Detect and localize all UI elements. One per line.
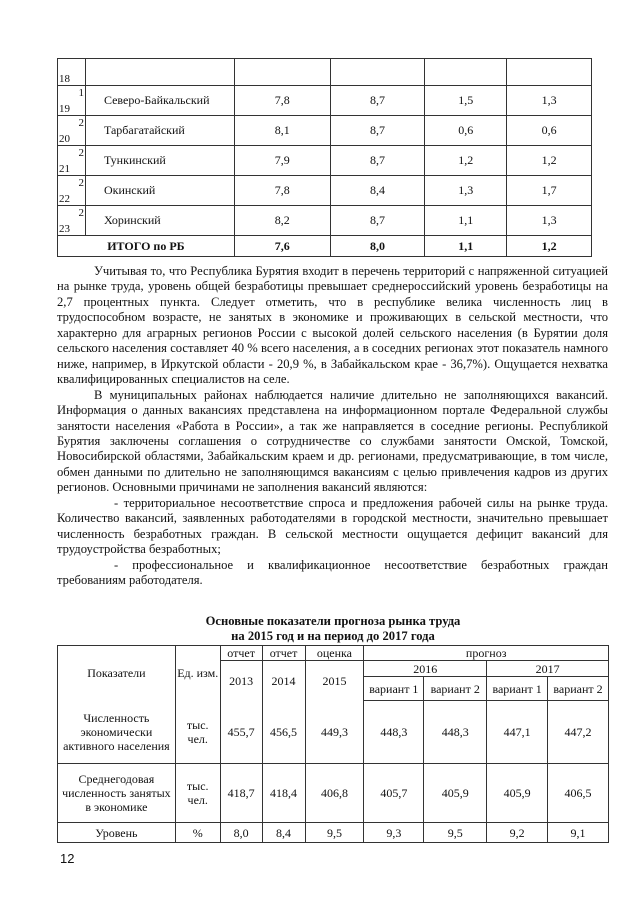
row-number-fragment: 2 [78, 147, 84, 159]
value-cell: 8,7 [330, 146, 425, 176]
header-year: 2013 [220, 661, 262, 701]
value-cell: 8,2 [234, 206, 330, 236]
district-name: Окинский [85, 176, 234, 206]
total-value: 1,2 [507, 236, 592, 257]
value-cell: 9,5 [424, 823, 487, 843]
row-number-fragment: 1 [78, 87, 84, 99]
header-estimate: оценка [305, 646, 364, 661]
unit-cell: тыс. чел. [175, 764, 220, 823]
value-cell: 447,1 [487, 701, 548, 764]
header-variant: вариант 2 [424, 677, 487, 701]
header-forecast: прогноз [364, 646, 609, 661]
header-year: 2016 [364, 661, 487, 677]
header-report: отчет [220, 646, 262, 661]
value-cell: 406,8 [305, 764, 364, 823]
total-row [58, 236, 592, 257]
value-cell: 1,1 [425, 206, 507, 236]
total-value: 7,6 [234, 236, 330, 257]
row-number-text: 19 [59, 103, 70, 115]
value-cell: 456,5 [262, 701, 305, 764]
value-cell: 8,0 [220, 823, 262, 843]
row-number-fragment: 2 [78, 207, 84, 219]
paragraph: Учитывая то, что Республика Бурятия входит в перечень территорий с напряженной ситуацией на рынке труда, уровень общей безработицы превышает среднероссийский уровень безработицы на 2,7 процентных пункта. Следует отметить, что в республике велика численность лиц в трудоспособном возрасте, не занятых в экономике и проживающих в сельской местности, что характерно для аграрных регионов России с высокой долей сельского населения (в Бурятии доля сельского населения составляет 40 % всего населения, а в соседних регионах этот показатель намного ниже, например, в Иркутской области - 20,9 %, в Забайкальском крае - 36,7%). Ощущается нехватка квалифицированных специалистов на селе. [57, 264, 608, 387]
header-indicators: Показатели [58, 646, 176, 701]
table-row [58, 116, 592, 146]
value-cell: 1,7 [507, 176, 592, 206]
table-row [58, 701, 609, 764]
table-row [58, 86, 592, 116]
header-variant: вариант 1 [487, 677, 548, 701]
value-cell: 8,7 [330, 116, 425, 146]
value-cell: 1,3 [507, 206, 592, 236]
row-number-text: 20 [59, 133, 70, 145]
row-number-fragment: 2 [78, 177, 84, 189]
value-cell: 1,3 [507, 86, 592, 116]
value-cell: 8,4 [262, 823, 305, 843]
value-cell: 9,1 [548, 823, 609, 843]
value-cell: 9,3 [364, 823, 424, 843]
header-variant: вариант 2 [548, 677, 609, 701]
value-cell: 1,5 [425, 86, 507, 116]
districts-unemployment-table [57, 58, 592, 257]
table-title [57, 614, 609, 644]
row-number: 18 [58, 59, 86, 86]
total-value: 8,0 [330, 236, 425, 257]
district-name: Хоринский [85, 206, 234, 236]
header-year: 2017 [487, 661, 609, 677]
labor-market-forecast-table [57, 645, 609, 843]
district-name: Северо-Байкальский [85, 86, 234, 116]
total-value: 1,1 [425, 236, 507, 257]
value-cell: 418,4 [262, 764, 305, 823]
indicator-name: Среднегодовая численность занятых в экономике [58, 764, 176, 823]
value-cell: 449,3 [305, 701, 364, 764]
value-cell: 9,5 [305, 823, 364, 843]
indicator-name: Численность экономически активного населения [58, 701, 176, 764]
value-cell: 0,6 [425, 116, 507, 146]
value-cell: 405,9 [487, 764, 548, 823]
value-cell: 7,8 [234, 176, 330, 206]
value-cell: 455,7 [220, 701, 262, 764]
table-row [58, 764, 609, 823]
indicator-name: Уровень [58, 823, 176, 843]
value-cell: 447,2 [548, 701, 609, 764]
table-row [58, 146, 592, 176]
district-name: Тарбагатайский [85, 116, 234, 146]
value-cell: 448,3 [364, 701, 424, 764]
table-row [58, 59, 592, 86]
table-title-line: на 2015 год и на период до 2017 года [231, 629, 435, 643]
header-year: 2015 [305, 661, 364, 701]
body-text [57, 264, 608, 589]
value-cell: 8,7 [330, 86, 425, 116]
row-number [58, 86, 86, 116]
table-row [58, 823, 609, 843]
value-cell: 448,3 [424, 701, 487, 764]
value-cell: 0,6 [507, 116, 592, 146]
value-cell: 8,7 [330, 206, 425, 236]
row-number-text: 22 [59, 193, 70, 205]
row-number [58, 206, 86, 236]
value-cell: 8,1 [234, 116, 330, 146]
district-name: Тункинский [85, 146, 234, 176]
row-number [58, 116, 86, 146]
row-number-fragment: 2 [78, 117, 84, 129]
table-row [58, 176, 592, 206]
total-label: ИТОГО по РБ [58, 236, 235, 257]
header-report: отчет [262, 646, 305, 661]
value-cell: 8,4 [330, 176, 425, 206]
bullet-paragraph: - территориальное несоответствие спроса и предложения рабочей силы на рынке труда. Количество вакансий, заявленных работодателями в городской местности, значительно превышает численность безработных граждан. В сельской местности ощущается дефицит вакансий для трудоустройства безработных; [57, 495, 608, 557]
header-unit: Ед. изм. [175, 646, 220, 701]
row-number [58, 146, 86, 176]
paragraph: В муниципальных районах наблюдается наличие длительно не заполняющихся вакансий. Информация о данных вакансиях представлена на информационном портале Федеральной службы занятости населения «Работа в России», а так же направляется в соседние регионы. Республикой Бурятия заключены соглашения о сотрудничестве со службами занятости Омской, Томской, Новосибирской областями, Забайкальским краем и др. регионами, предусматривающие, в том числе, обмен данными по длительно не заполняющимся вакансиям с целью привлечения кадров из других регионов. Основными причинами не заполнения вакансий являются: [57, 387, 608, 495]
bullet-paragraph: - профессиональное и квалификационное несоответствие безработных граждан требованиям работодателя. [57, 557, 608, 588]
header-year: 2014 [262, 661, 305, 701]
value-cell: 406,5 [548, 764, 609, 823]
unit-cell: тыс. чел. [175, 701, 220, 764]
value-cell: 7,9 [234, 146, 330, 176]
row-number-text: 23 [59, 223, 70, 235]
row-number [58, 176, 86, 206]
unit-cell: % [175, 823, 220, 843]
value-cell: 405,9 [424, 764, 487, 823]
value-cell: 1,2 [507, 146, 592, 176]
table-title-line: Основные показатели прогноза рынка труда [205, 614, 461, 628]
table-row [58, 206, 592, 236]
value-cell: 9,2 [487, 823, 548, 843]
row-number-text: 21 [59, 163, 70, 175]
value-cell: 405,7 [364, 764, 424, 823]
value-cell: 1,2 [425, 146, 507, 176]
value-cell: 418,7 [220, 764, 262, 823]
header-variant: вариант 1 [364, 677, 424, 701]
value-cell: 7,8 [234, 86, 330, 116]
page-number: 12 [60, 851, 75, 866]
value-cell: 1,3 [425, 176, 507, 206]
